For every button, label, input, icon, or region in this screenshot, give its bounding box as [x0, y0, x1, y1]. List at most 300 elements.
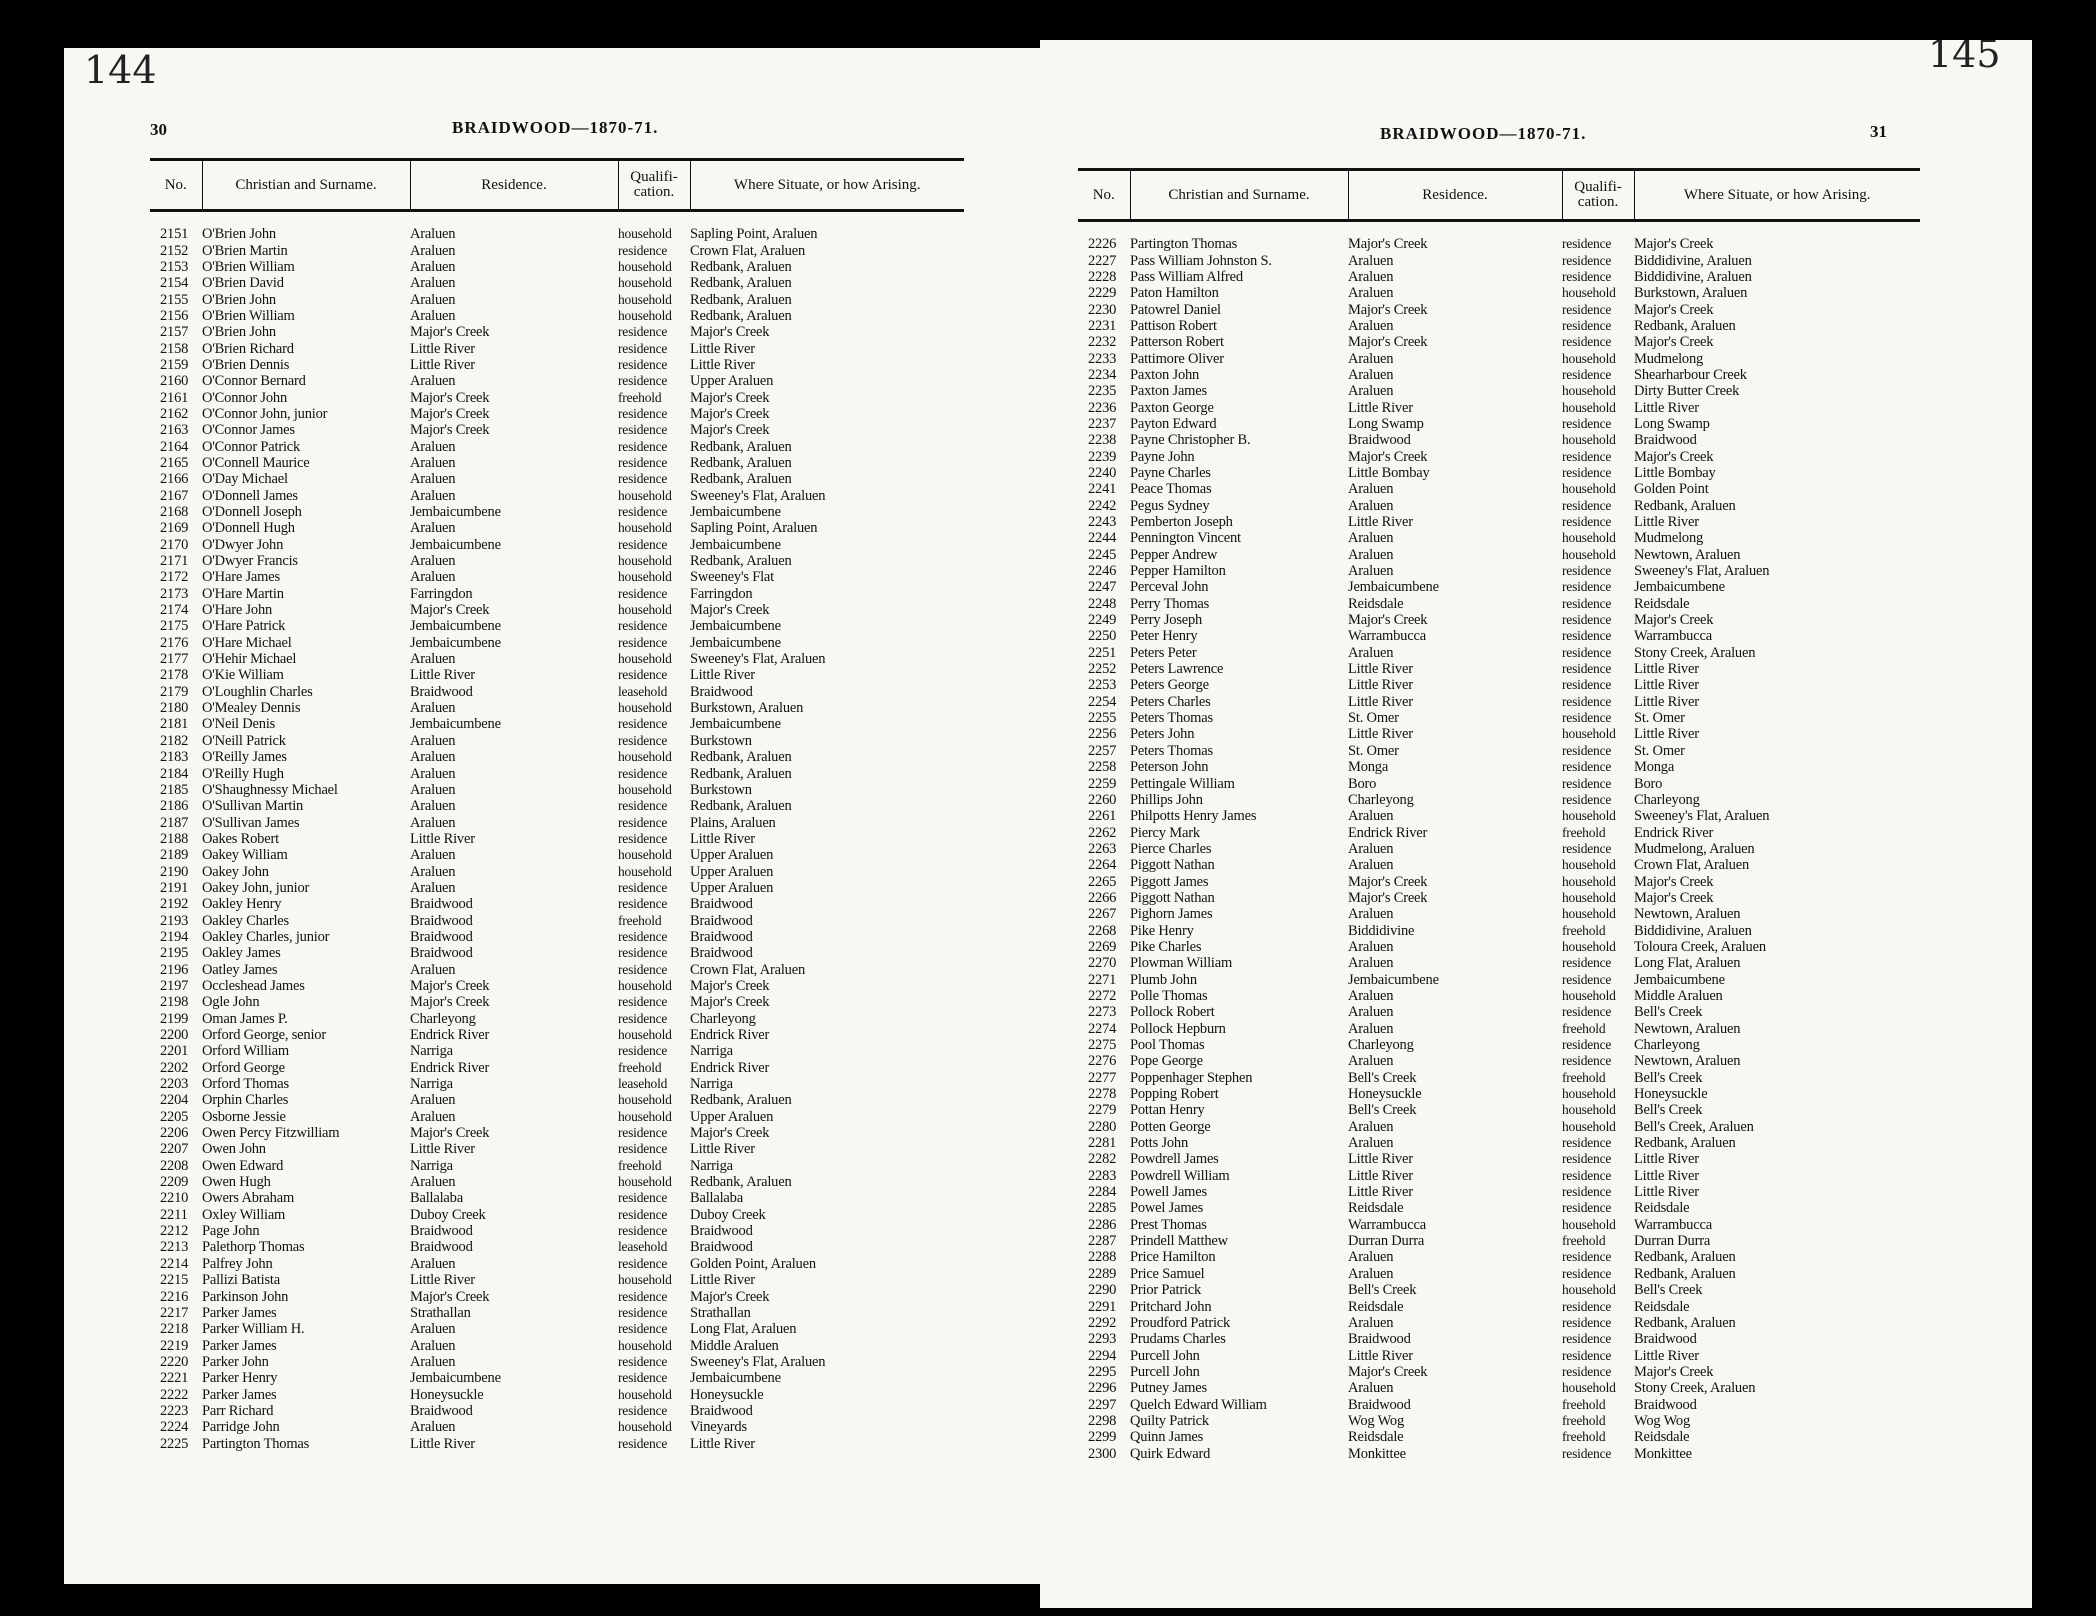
qualification: residence [1562, 1445, 1612, 1461]
table-row [150, 1337, 964, 1353]
qualification: residence [1562, 693, 1612, 709]
table-row [150, 1207, 964, 1223]
table-row [1078, 269, 1920, 285]
table-row [1078, 1249, 1920, 1265]
table-row [150, 716, 964, 732]
entry-number: 2173 [160, 585, 189, 602]
entry-number: 2178 [160, 667, 189, 684]
entry-number: 2278 [1088, 1086, 1117, 1103]
where-situate: Redbank, Araluen [1634, 1249, 1736, 1266]
qualification: household [618, 1092, 672, 1108]
where-situate: Little River [690, 830, 755, 847]
where-situate: Redbank, Araluen [690, 291, 792, 308]
voter-name: Parridge John [202, 1419, 280, 1436]
where-situate: Stony Creek, Araluen [1634, 644, 1756, 661]
voter-residence: Araluen [410, 520, 456, 537]
table-row [1078, 547, 1920, 563]
voter-name: O'Shaughnessy Michael [202, 781, 338, 798]
voter-name: Oman James P. [202, 1010, 288, 1027]
where-situate: Jembaicumbene [690, 716, 781, 733]
table-row [150, 1109, 964, 1125]
where-situate: Reidsdale [1634, 1200, 1690, 1217]
voter-name: Popping Robert [1130, 1086, 1219, 1103]
voter-name: Piercy Mark [1130, 824, 1200, 841]
voter-residence: Araluen [1348, 1004, 1394, 1021]
table-row [1078, 498, 1920, 514]
entry-number: 2215 [160, 1272, 189, 1289]
entry-number: 2224 [160, 1419, 189, 1436]
voter-residence: Little River [1348, 1184, 1413, 1201]
voter-residence: Endrick River [410, 1027, 490, 1044]
table-header-row [150, 160, 964, 211]
entry-number: 2198 [160, 994, 189, 1011]
voter-name: O'Brien John [202, 291, 276, 308]
qualification: residence [618, 536, 668, 552]
voter-name: Peters Thomas [1130, 742, 1213, 759]
header-qualification: Qualifi-cation. [618, 160, 690, 211]
qualification: residence [1562, 1347, 1612, 1363]
where-situate: Upper Araluen [690, 373, 774, 390]
where-situate: Reidsdale [1634, 1429, 1690, 1446]
table-row [150, 569, 964, 585]
qualification: residence [618, 356, 668, 372]
where-situate: Sweeney's Flat [690, 569, 774, 586]
voter-residence: Braidwood [410, 945, 473, 962]
table-row [1078, 1364, 1920, 1380]
qualification: residence [1562, 644, 1612, 660]
voter-residence: Bell's Creek [1348, 1102, 1417, 1119]
where-situate: Jembaicumbene [1634, 971, 1725, 988]
voter-residence: Warrambucca [1348, 1216, 1426, 1233]
qualification: freehold [618, 1157, 662, 1173]
entry-number: 2170 [160, 536, 189, 553]
voter-name: Pollock Robert [1130, 1004, 1215, 1021]
table-row [1078, 530, 1920, 546]
where-situate: Redbank, Araluen [690, 454, 792, 471]
where-situate: Redbank, Araluen [1634, 317, 1736, 334]
voter-residence: Major's Creek [410, 422, 490, 439]
entry-number: 2246 [1088, 563, 1117, 580]
where-situate: Redbank, Araluen [690, 1174, 792, 1191]
voter-name: Perry Joseph [1130, 612, 1203, 629]
table-row [150, 1256, 964, 1272]
qualification: freehold [1562, 922, 1606, 938]
table-row [1078, 579, 1920, 595]
where-situate: Major's Creek [690, 405, 770, 422]
qualification: residence [618, 454, 668, 470]
voter-residence: Araluen [1348, 1314, 1394, 1331]
voter-name: O'Connor Patrick [202, 438, 301, 455]
where-situate: Upper Araluen [690, 863, 774, 880]
voter-residence: Wog Wog [1348, 1412, 1405, 1429]
voter-name: O'Kie William [202, 667, 284, 684]
voter-residence: Little River [410, 356, 475, 373]
qualification: residence [1562, 1184, 1612, 1200]
table-row [150, 929, 964, 945]
entry-number: 2276 [1088, 1053, 1117, 1070]
where-situate: Reidsdale [1634, 595, 1690, 612]
entry-number: 2185 [160, 781, 189, 798]
entry-number: 2226 [1088, 236, 1117, 253]
where-situate: Braidwood [690, 945, 753, 962]
table-row [150, 1060, 964, 1076]
header-name: Christian and Surname. [1130, 170, 1348, 221]
where-situate: Braidwood [1634, 1331, 1697, 1348]
where-situate: Major's Creek [690, 994, 770, 1011]
voter-residence: Araluen [1348, 938, 1394, 955]
voter-name: O'Donnell Joseph [202, 504, 302, 521]
table-row [150, 275, 964, 291]
where-situate: Durran Durra [1634, 1233, 1711, 1250]
voter-residence: Araluen [410, 487, 456, 504]
qualification: freehold [1562, 1396, 1606, 1412]
voter-residence: Araluen [410, 879, 456, 896]
table-row [1078, 465, 1920, 481]
printed-page-number: 30 [150, 120, 167, 139]
where-situate: Sweeney's Flat, Araluen [690, 1353, 826, 1370]
table-row [150, 1125, 964, 1141]
voter-residence: Long Swamp [1348, 415, 1424, 432]
voter-residence: Braidwood [410, 1402, 473, 1419]
where-situate: Major's Creek [690, 389, 770, 406]
where-situate: Major's Creek [1634, 889, 1714, 906]
entry-number: 2219 [160, 1337, 189, 1354]
entry-number: 2263 [1088, 840, 1117, 857]
qualification: residence [1562, 971, 1612, 987]
voter-residence: Charleyong [1348, 1037, 1414, 1054]
voter-name: Piggott Nathan [1130, 857, 1215, 874]
entry-number: 2206 [160, 1125, 189, 1142]
voter-name: Oatley James [202, 961, 278, 978]
entry-number: 2234 [1088, 366, 1117, 383]
voter-name: O'Hare John [202, 602, 273, 619]
voter-residence: Araluen [1348, 497, 1394, 514]
entry-number: 2162 [160, 405, 189, 422]
qualification: residence [618, 1010, 668, 1026]
where-situate: Charleyong [1634, 791, 1700, 808]
entry-number: 2160 [160, 373, 189, 390]
entry-number: 2216 [160, 1288, 189, 1305]
where-situate: Bell's Creek [1634, 1004, 1703, 1021]
voter-name: Peter Henry [1130, 628, 1198, 645]
qualification: residence [1562, 268, 1612, 284]
where-situate: Little River [690, 1272, 755, 1289]
table-row [150, 1190, 964, 1206]
table-row [1078, 1233, 1920, 1249]
entry-number: 2172 [160, 569, 189, 586]
voter-name: Pierce Charles [1130, 840, 1212, 857]
entry-number: 2220 [160, 1353, 189, 1370]
table-row [150, 1043, 964, 1059]
voter-name: Putney James [1130, 1380, 1207, 1397]
qualification: household [1562, 938, 1616, 954]
where-situate: Redbank, Araluen [690, 553, 792, 570]
where-situate: Braidwood [690, 1223, 753, 1240]
voter-residence: Narriga [410, 1076, 453, 1093]
entry-number: 2164 [160, 438, 189, 455]
voter-name: Pepper Andrew [1130, 546, 1218, 563]
table-row [150, 504, 964, 520]
entry-number: 2280 [1088, 1118, 1117, 1135]
table-row [1078, 301, 1920, 317]
qualification: residence [618, 1255, 668, 1271]
page-title: BRAIDWOOD—1870-71. [1380, 124, 1587, 143]
qualification: residence [1562, 1167, 1612, 1183]
qualification: residence [618, 438, 668, 454]
qualification: freehold [1562, 1233, 1606, 1249]
table-row [1078, 759, 1920, 775]
where-situate: Redbank, Araluen [690, 307, 792, 324]
voter-name: O'Donnell Hugh [202, 520, 295, 537]
where-situate: Crown Flat, Araluen [690, 961, 806, 978]
qualification: residence [1562, 661, 1612, 677]
voter-name: Parker James [202, 1386, 277, 1403]
where-situate: Major's Creek [1634, 334, 1714, 351]
voter-residence: Little River [410, 340, 475, 357]
voter-name: Poppenhager Stephen [1130, 1069, 1253, 1086]
table-row [150, 618, 964, 634]
voter-residence: Jembaicumbene [410, 618, 501, 635]
qualification: household [618, 275, 672, 291]
entry-number: 2168 [160, 504, 189, 521]
table-row [150, 749, 964, 765]
entry-number: 2175 [160, 618, 189, 635]
where-situate: Long Flat, Araluen [1634, 955, 1741, 972]
voter-residence: Araluen [410, 242, 456, 259]
qualification: residence [618, 1125, 668, 1141]
voter-residence: Boro [1348, 775, 1377, 792]
voter-residence: Araluen [410, 275, 456, 292]
voter-residence: Major's Creek [1348, 889, 1428, 906]
qualification: residence [618, 1141, 668, 1157]
voter-name: Owen John [202, 1141, 266, 1158]
qualification: household [1562, 1380, 1616, 1396]
where-situate: Endrick River [690, 1059, 770, 1076]
voter-name: Pighorn James [1130, 906, 1213, 923]
where-situate: Redbank, Araluen [690, 765, 792, 782]
header-no: No. [150, 160, 202, 211]
table-row [1078, 612, 1920, 628]
voter-name: Peters Peter [1130, 644, 1197, 661]
entry-number: 2284 [1088, 1184, 1117, 1201]
voter-residence: Araluen [1348, 481, 1394, 498]
table-header-row [1078, 170, 1920, 221]
voter-residence: Araluen [1348, 1135, 1394, 1152]
voter-name: O'Brien Dennis [202, 356, 290, 373]
where-situate: Little River [1634, 661, 1699, 678]
qualification: household [618, 487, 672, 503]
table-row [150, 537, 964, 553]
voter-residence: Araluen [1348, 906, 1394, 923]
voter-name: O'Mealey Dennis [202, 700, 301, 717]
where-situate: Major's Creek [690, 602, 770, 619]
voter-residence: Araluen [410, 1108, 456, 1125]
voter-name: Purcell John [1130, 1347, 1200, 1364]
table-row [1078, 350, 1920, 366]
where-situate: Bell's Creek, Araluen [1634, 1118, 1754, 1135]
voter-residence: Little River [410, 1141, 475, 1158]
voter-name: Ogle John [202, 994, 260, 1011]
table-row [1078, 726, 1920, 742]
entry-number: 2241 [1088, 481, 1117, 498]
where-situate: Jembaicumbene [690, 1370, 781, 1387]
entry-number: 2201 [160, 1043, 189, 1060]
qualification: residence [1562, 415, 1612, 431]
voter-residence: Braidwood [410, 912, 473, 929]
where-situate: Major's Creek [1634, 1363, 1714, 1380]
table-row [150, 340, 964, 356]
qualification: household [1562, 726, 1616, 742]
header-where: Where Situate, or how Arising. [1634, 170, 1920, 221]
where-situate: Narriga [690, 1157, 733, 1174]
qualification: residence [1562, 710, 1612, 726]
voter-name: Pike Henry [1130, 922, 1194, 939]
voter-residence: Araluen [1348, 987, 1394, 1004]
entry-number: 2271 [1088, 971, 1117, 988]
qualification: household [1562, 1118, 1616, 1134]
where-situate: Major's Creek [1634, 873, 1714, 890]
table-row [1078, 645, 1920, 661]
voter-name: O'Day Michael [202, 471, 288, 488]
table-row [1078, 399, 1920, 415]
voter-name: Prudams Charles [1130, 1331, 1226, 1348]
qualification: residence [618, 471, 668, 487]
table-row [150, 1321, 964, 1337]
table-row [1078, 1200, 1920, 1216]
qualification: freehold [1562, 1412, 1606, 1428]
entry-number: 2166 [160, 471, 189, 488]
table-row [150, 1370, 964, 1386]
qualification: residence [1562, 1004, 1612, 1020]
voter-name: Prior Patrick [1130, 1282, 1202, 1299]
entry-number: 2222 [160, 1386, 189, 1403]
where-situate: Warrambucca [1634, 628, 1712, 645]
table-row [1078, 1380, 1920, 1396]
entry-number: 2249 [1088, 612, 1117, 629]
entry-number: 2200 [160, 1027, 189, 1044]
where-situate: Little River [1634, 1347, 1699, 1364]
qualification: residence [1562, 1135, 1612, 1151]
where-situate: Braidwood [1634, 432, 1697, 449]
entry-number: 2203 [160, 1076, 189, 1093]
table-row [1078, 318, 1920, 334]
where-situate: Little River [1634, 1167, 1699, 1184]
voter-residence: Braidwood [410, 683, 473, 700]
where-situate: Bell's Creek [1634, 1069, 1703, 1086]
where-situate: Crown Flat, Araluen [690, 242, 806, 259]
entry-number: 2187 [160, 814, 189, 831]
qualification: household [618, 1386, 672, 1402]
entry-number: 2294 [1088, 1347, 1117, 1364]
voter-residence: Araluen [410, 307, 456, 324]
where-situate: Jembaicumbene [690, 618, 781, 635]
voter-name: O'Sullivan Martin [202, 798, 304, 815]
table-row [150, 863, 964, 879]
qualification: household [1562, 1102, 1616, 1118]
voter-name: Peters Lawrence [1130, 661, 1224, 678]
where-situate: Reidsdale [1634, 1298, 1690, 1315]
voter-name: Payne Charles [1130, 464, 1211, 481]
table-row [1078, 1266, 1920, 1282]
voter-residence: Araluen [410, 651, 456, 668]
entry-number: 2231 [1088, 317, 1117, 334]
entry-number: 2272 [1088, 987, 1117, 1004]
voter-name: Oakley Charles [202, 912, 289, 929]
entry-number: 2205 [160, 1108, 189, 1125]
entry-number: 2190 [160, 863, 189, 880]
where-situate: Mudmelong [1634, 530, 1704, 547]
entry-number: 2197 [160, 977, 189, 994]
qualification: leasehold [618, 683, 668, 699]
qualification: residence [618, 1435, 668, 1451]
voter-name: Pennington Vincent [1130, 530, 1241, 547]
where-situate: Major's Creek [690, 324, 770, 341]
qualification: household [1562, 1216, 1616, 1232]
qualification: household [618, 977, 672, 993]
header-qualification: Qualifi-cation. [1562, 170, 1634, 221]
entry-number: 2233 [1088, 350, 1117, 367]
entry-number: 2191 [160, 879, 189, 896]
table-row [150, 1141, 964, 1157]
voter-name: Occleshead James [202, 977, 305, 994]
voter-residence: Little River [1348, 1151, 1413, 1168]
qualification: residence [1562, 791, 1612, 807]
table-row [1078, 367, 1920, 383]
entry-number: 2275 [1088, 1037, 1117, 1054]
voter-name: O'Hare Martin [202, 585, 284, 602]
voter-residence: Little River [410, 1435, 475, 1452]
entry-number: 2163 [160, 422, 189, 439]
table-row [1078, 1004, 1920, 1020]
voter-residence: Araluen [1348, 808, 1394, 825]
voter-name: Prest Thomas [1130, 1216, 1207, 1233]
voter-name: Parker William H. [202, 1321, 305, 1338]
voter-name: Philpotts Henry James [1130, 808, 1257, 825]
table-row [150, 667, 964, 683]
voter-name: Pepper Hamilton [1130, 563, 1226, 580]
table-row [150, 896, 964, 912]
voter-residence: Braidwood [410, 928, 473, 945]
table-row [1078, 1070, 1920, 1086]
qualification: leasehold [618, 1076, 668, 1092]
voter-name: Paxton John [1130, 366, 1200, 383]
entry-number: 2264 [1088, 857, 1117, 874]
voter-residence: Araluen [410, 1353, 456, 1370]
entry-number: 2214 [160, 1255, 189, 1272]
where-situate: Sweeney's Flat, Araluen [1634, 563, 1770, 580]
voter-name: O'Hare Michael [202, 634, 292, 651]
where-situate: Major's Creek [1634, 448, 1714, 465]
voter-name: Orford George, senior [202, 1027, 326, 1044]
where-situate: Plains, Araluen [690, 814, 776, 831]
voter-residence: Araluen [1348, 530, 1394, 547]
entry-number: 2210 [160, 1190, 189, 1207]
table-row [150, 308, 964, 324]
voter-residence: Major's Creek [410, 977, 490, 994]
entry-number: 2157 [160, 324, 189, 341]
table-row [1078, 922, 1920, 938]
table-row [1078, 971, 1920, 987]
voter-residence: Araluen [1348, 644, 1394, 661]
where-situate: Major's Creek [1634, 301, 1714, 318]
table-row [150, 945, 964, 961]
qualification: household [1562, 285, 1616, 301]
entry-number: 2195 [160, 945, 189, 962]
where-situate: Middle Araluen [690, 1337, 779, 1354]
voter-residence: Araluen [410, 847, 456, 864]
voter-name: O'Loughlin Charles [202, 683, 313, 700]
entry-number: 2259 [1088, 775, 1117, 792]
